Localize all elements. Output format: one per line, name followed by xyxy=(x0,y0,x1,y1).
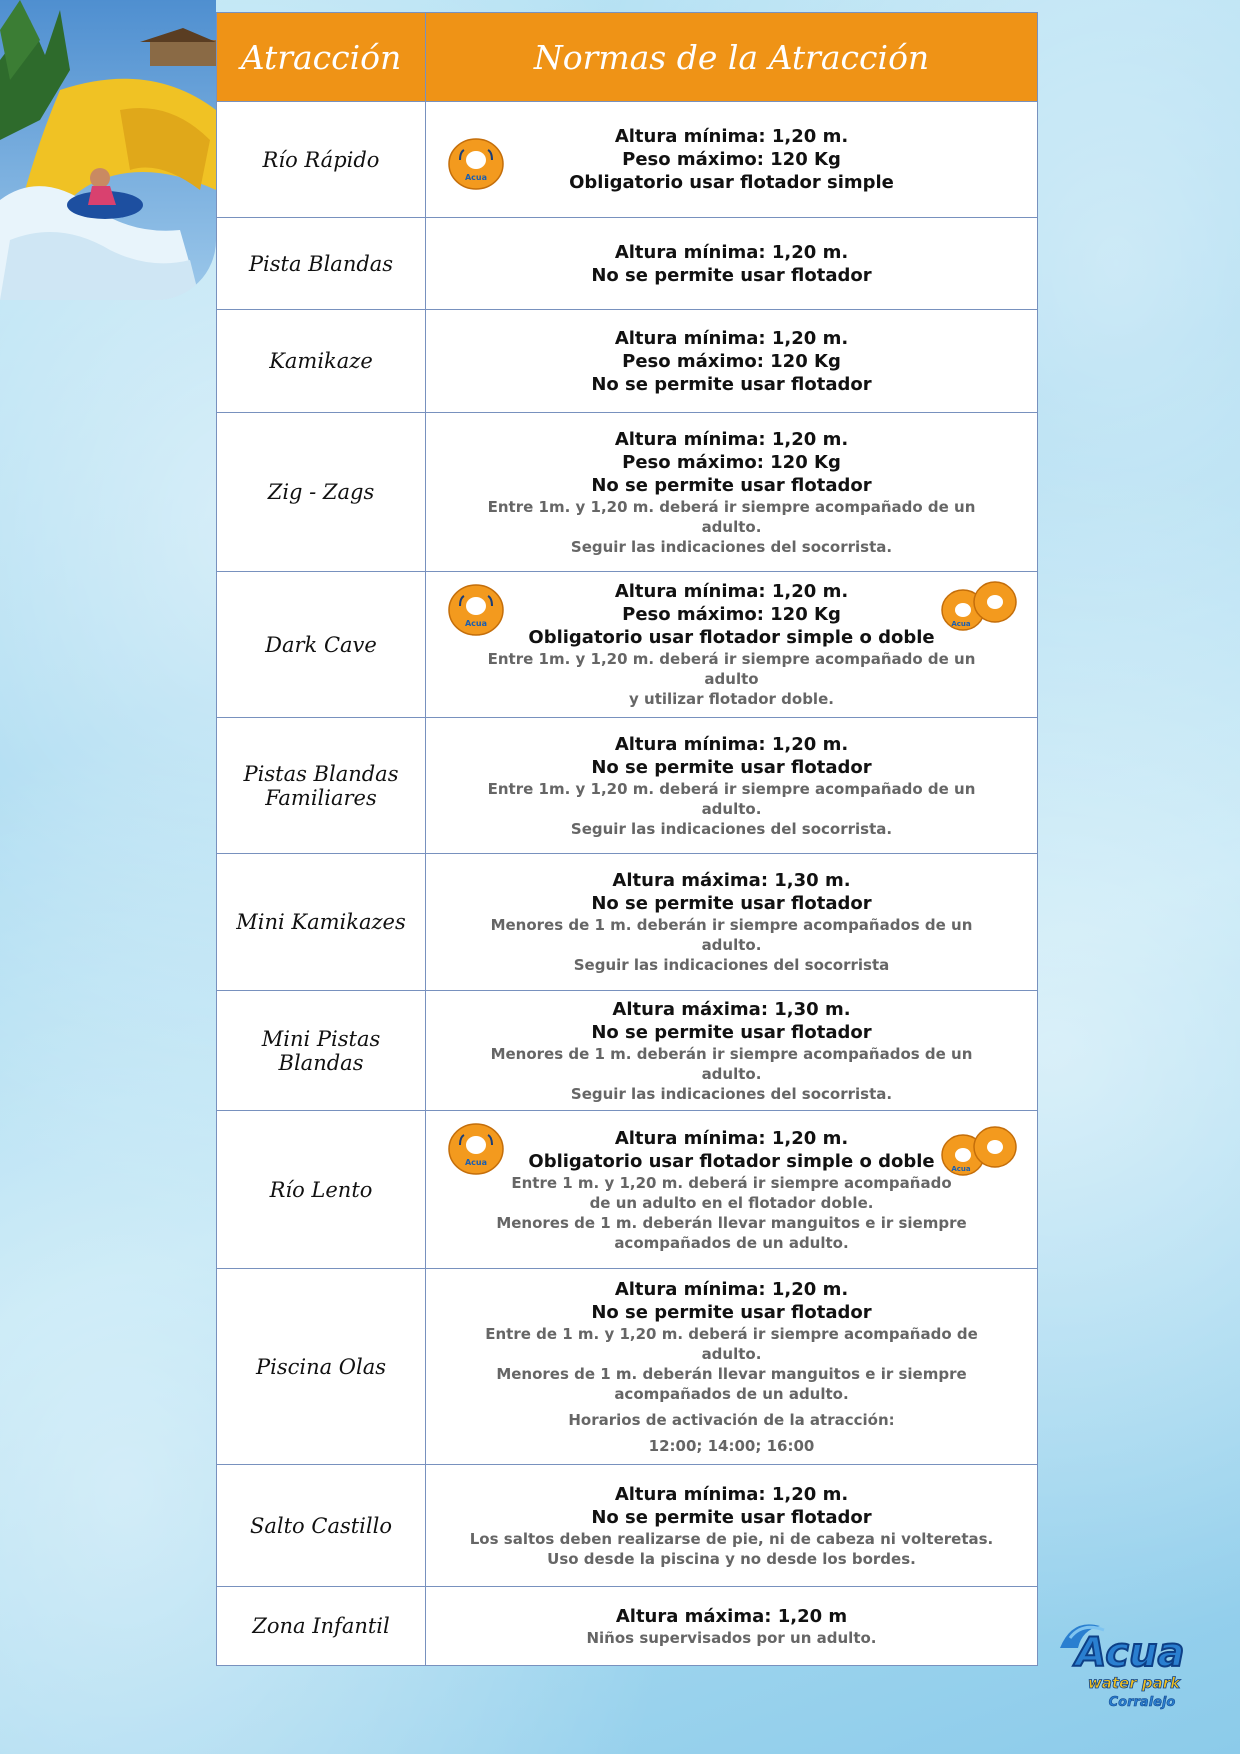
table-row xyxy=(217,310,1038,413)
rule-line: Altura mínima: 1,20 m. xyxy=(614,241,849,263)
attraction-name: Zig - Zags xyxy=(267,480,375,504)
rule-note: Menores de 1 m. deberán ir siempre acompañados de un adulto. xyxy=(490,916,973,954)
svg-text:Corralejo: Corralejo xyxy=(1108,1695,1176,1710)
table-row xyxy=(217,413,1038,572)
rule-line: Altura máxima: 1,20 m xyxy=(615,1605,848,1627)
attraction-name-cell xyxy=(217,718,426,854)
attraction-name-cell xyxy=(217,991,426,1111)
attraction-name-cell xyxy=(217,1587,426,1666)
rules-cell xyxy=(426,854,1038,991)
rules-cell xyxy=(426,572,1038,718)
attraction-name-cell xyxy=(217,102,426,218)
rule-note: Entre de 1 m. y 1,20 m. deberá ir siempre acompañado de adulto. xyxy=(485,1324,978,1363)
rule-line: Altura mínima: 1,20 m. xyxy=(614,1483,849,1505)
waterslide-photo xyxy=(0,0,216,300)
rule-note: Menores de 1 m. deberán llevar manguitos e ir siempre xyxy=(496,1213,967,1232)
rule-note: Entre 1 m. y 1,20 m. deberá ir siempre acompañado xyxy=(511,1173,952,1192)
attraction-name: Salto Castillo xyxy=(250,1513,392,1538)
svg-text:Acua: Acua xyxy=(951,620,971,628)
rule-line: Altura mínima: 1,20 m. xyxy=(614,126,849,147)
rule-line: No se permite usar flotador xyxy=(591,893,872,914)
rule-line: Peso máximo: 120 Kg xyxy=(622,604,841,625)
rules-cell xyxy=(426,1465,1038,1587)
rules-cell xyxy=(426,102,1038,218)
rule-line: No se permite usar flotador xyxy=(591,264,872,286)
table-row xyxy=(217,991,1038,1111)
rule-note: de un adulto en el flotador doble. xyxy=(589,1193,874,1212)
svg-text:water park: water park xyxy=(1087,1674,1181,1692)
attraction-name: Pista Blandas xyxy=(248,251,394,276)
rule-line: Altura mínima: 1,20 m. xyxy=(614,581,849,602)
attraction-name-cell xyxy=(217,572,426,718)
rules-table xyxy=(216,12,1038,1666)
svg-text:Acua: Acua xyxy=(464,1158,488,1167)
attraction-name: Dark Cave xyxy=(265,632,377,657)
rule-line: Altura mínima: 1,20 m. xyxy=(614,1278,849,1300)
svg-text:Acua: Acua xyxy=(464,173,488,182)
attraction-name-cell xyxy=(217,1111,426,1269)
rule-line: Altura mínima: 1,20 m. xyxy=(614,428,849,450)
double-float-icon xyxy=(939,1123,1019,1179)
rules-cell xyxy=(426,718,1038,854)
rule-line: Altura mínima: 1,20 m. xyxy=(614,733,849,755)
rule-line: Peso máximo: 120 Kg xyxy=(622,451,841,473)
attraction-name: Mini Kamikazes xyxy=(236,910,406,934)
table-row xyxy=(217,1269,1038,1465)
attraction-name: Río Lento xyxy=(269,1177,373,1202)
rule-line: Altura mínima: 1,20 m. xyxy=(614,327,849,349)
attraction-name-cell xyxy=(217,310,426,413)
attraction-name-cell xyxy=(217,1269,426,1465)
rule-note: Menores de 1 m. deberán ir siempre acompañados de un adulto. xyxy=(490,1044,973,1083)
rule-note: Uso desde la piscina y no desde los bordes. xyxy=(547,1549,916,1568)
rule-note: Entre 1m. y 1,20 m. deberá ir siempre acompañado de un adulto. xyxy=(487,497,976,536)
rules-cell xyxy=(426,218,1038,310)
rules-cell xyxy=(426,310,1038,413)
acua-water-park-logo xyxy=(1052,1608,1202,1712)
table-row xyxy=(217,572,1038,718)
attraction-name: Piscina Olas xyxy=(255,1354,387,1379)
attraction-name-cell xyxy=(217,413,426,572)
table-row xyxy=(217,854,1038,991)
rule-note: acompañados de un adulto. xyxy=(614,1384,849,1403)
rule-note: Seguir las indicaciones del socorrista xyxy=(573,956,890,974)
rules-cell xyxy=(426,1587,1038,1666)
schedule-times: 12:00; 14:00; 16:00 xyxy=(648,1436,815,1455)
attraction-name-cell xyxy=(217,854,426,991)
table-header-row xyxy=(217,13,1038,102)
header-rules: Normas de la Atracción xyxy=(426,13,1038,102)
rules-cell xyxy=(426,413,1038,572)
rules-cell xyxy=(426,1111,1038,1269)
single-float-icon xyxy=(446,136,506,192)
rule-line: Peso máximo: 120 Kg xyxy=(622,149,841,170)
rule-note: Seguir las indicaciones del socorrista. xyxy=(570,537,893,556)
attraction-name-cell xyxy=(217,1465,426,1587)
rule-line: No se permite usar flotador xyxy=(591,373,872,395)
table-row xyxy=(217,1111,1038,1269)
table-row xyxy=(217,102,1038,218)
rule-line: No se permite usar flotador xyxy=(591,1301,872,1323)
attraction-name: Kamikaze xyxy=(269,349,373,373)
rule-note: Los saltos deben realizarse de pie, ni de cabeza ni volteretas. xyxy=(469,1529,994,1548)
rule-note: acompañados de un adulto. xyxy=(614,1233,849,1252)
rule-note: Seguir las indicaciones del socorrista. xyxy=(570,1084,893,1103)
table-row xyxy=(217,1587,1038,1666)
table-row xyxy=(217,718,1038,854)
attraction-name: Zona Infantil xyxy=(252,1614,390,1638)
single-float-icon xyxy=(446,1121,506,1177)
attraction-name: Río Rápido xyxy=(262,147,380,172)
rule-note: Niños supervisados por un adulto. xyxy=(586,1628,877,1647)
rule-line: Altura mínima: 1,20 m. xyxy=(614,1127,849,1149)
header-attraction: Atracción xyxy=(217,13,426,102)
attraction-name-cell xyxy=(217,218,426,310)
rule-line: Altura máxima: 1,30 m. xyxy=(612,870,851,891)
rule-line: Altura máxima: 1,30 m. xyxy=(612,998,851,1020)
attraction-name: Mini Pistas Blandas xyxy=(261,1026,381,1075)
rule-note: Entre 1m. y 1,20 m. deberá ir siempre acompañado de un adulto. xyxy=(487,779,976,818)
svg-text:Acua: Acua xyxy=(1075,1630,1185,1676)
rule-note: Seguir las indicaciones del socorrista. xyxy=(570,819,893,838)
table-row xyxy=(217,1465,1038,1587)
single-float-icon xyxy=(446,582,506,638)
rule-line: Obligatorio usar flotador simple o doble xyxy=(528,1150,935,1172)
attraction-name: Pistas Blandas Familiares xyxy=(243,761,399,810)
rule-line: No se permite usar flotador xyxy=(591,474,872,496)
rule-line: No se permite usar flotador xyxy=(591,1506,872,1528)
rule-line: No se permite usar flotador xyxy=(591,1021,872,1043)
rule-note: Menores de 1 m. deberán llevar manguitos e ir siempre xyxy=(496,1364,967,1383)
rule-note: y utilizar flotador doble. xyxy=(629,690,834,708)
rule-note: Entre 1m. y 1,20 m. deberá ir siempre acompañado de un adulto xyxy=(487,650,976,688)
svg-text:Acua: Acua xyxy=(464,619,488,628)
rule-line: Obligatorio usar flotador simple xyxy=(569,172,894,193)
double-float-icon xyxy=(939,578,1019,634)
rule-line: Peso máximo: 120 Kg xyxy=(622,350,841,372)
svg-text:Acua: Acua xyxy=(951,1165,971,1173)
rules-cell xyxy=(426,991,1038,1111)
rules-cell xyxy=(426,1269,1038,1465)
schedule-label: Horarios de activación de la atracción: xyxy=(568,1410,895,1429)
rule-line: Obligatorio usar flotador simple o doble xyxy=(528,627,935,648)
rule-line: No se permite usar flotador xyxy=(591,756,872,778)
table-row xyxy=(217,218,1038,310)
